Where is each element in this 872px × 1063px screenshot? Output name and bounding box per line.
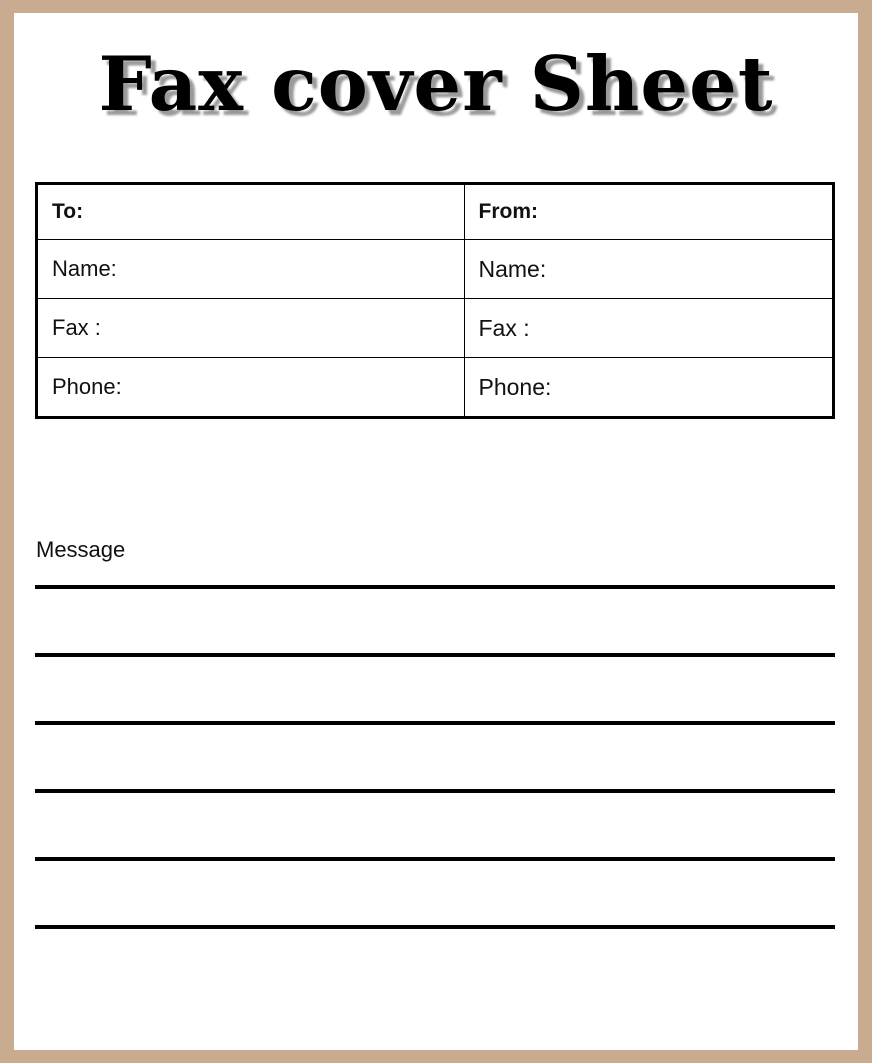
to-phone-field[interactable]: Phone:	[38, 358, 465, 417]
from-phone-field[interactable]: Phone:	[464, 358, 833, 417]
from-name-field[interactable]: Name:	[464, 240, 833, 299]
from-fax-field[interactable]: Fax :	[464, 299, 833, 358]
fax-details-table-wrapper	[35, 182, 835, 419]
message-rule[interactable]	[35, 653, 835, 657]
page-content	[35, 13, 837, 1050]
fax-details-table	[37, 184, 833, 417]
fax-cover-sheet-page	[14, 13, 858, 1050]
from-header-cell: From:	[464, 185, 833, 240]
to-header-cell: To:	[38, 185, 465, 240]
table-row	[38, 358, 833, 417]
table-row	[38, 299, 833, 358]
page-title: Fax cover Sheet	[98, 40, 774, 128]
message-rule[interactable]	[35, 585, 835, 589]
message-rule[interactable]	[35, 857, 835, 861]
to-name-field[interactable]: Name:	[38, 240, 465, 299]
message-rule[interactable]	[35, 925, 835, 929]
message-label: Message	[36, 537, 126, 562]
table-row-headers	[38, 185, 833, 240]
message-rule[interactable]	[35, 789, 835, 793]
table-row	[38, 240, 833, 299]
message-rule[interactable]	[35, 721, 835, 725]
to-fax-field[interactable]: Fax :	[38, 299, 465, 358]
message-lines[interactable]	[35, 585, 835, 929]
